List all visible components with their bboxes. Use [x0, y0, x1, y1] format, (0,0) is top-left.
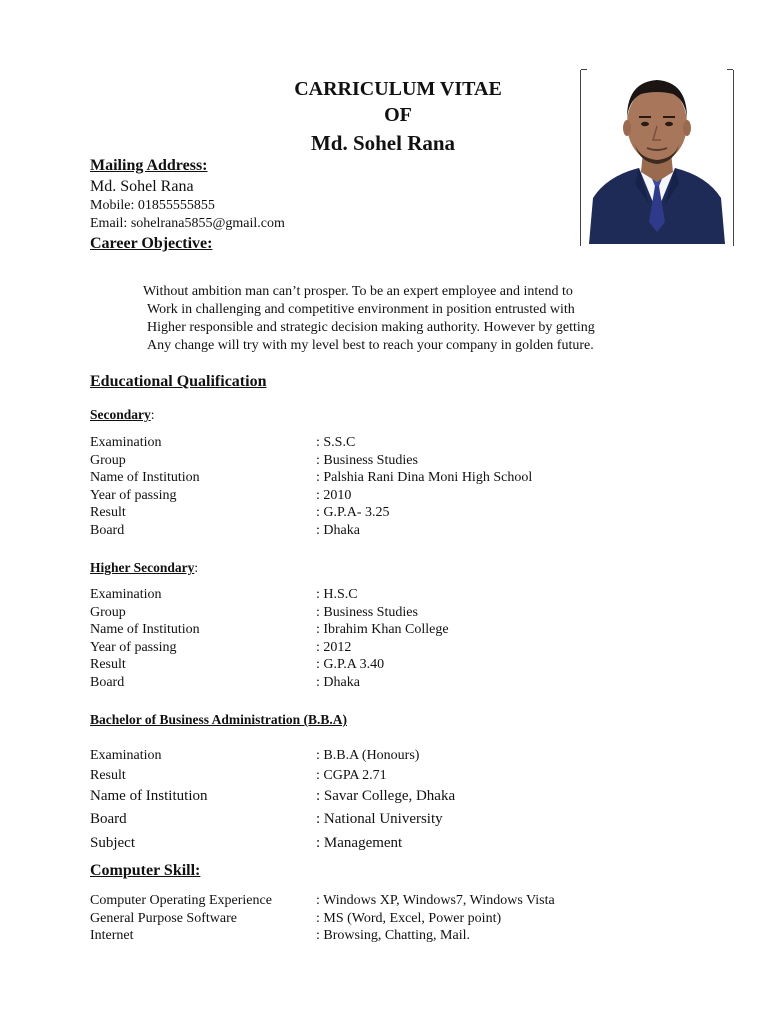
table-row: [90, 487, 690, 505]
field-value: : 2012: [316, 639, 352, 655]
field-value: : Dhaka: [316, 522, 360, 538]
table-row: [90, 621, 690, 639]
field-value: : Palshia Rani Dina Moni High School: [316, 470, 533, 486]
field-label: Year of passing: [90, 639, 177, 655]
field-label: Result: [90, 767, 126, 783]
mailing-name: Md. Sohel Rana: [90, 178, 194, 195]
table-row: [90, 469, 690, 487]
table-row: [90, 910, 690, 928]
cv-title-of: OF: [384, 104, 412, 126]
table-row: [90, 808, 690, 832]
field-label: Result: [90, 505, 126, 521]
field-label: Computer Operating Experience: [90, 893, 272, 908]
field-value: : G.P.A 3.40: [316, 657, 385, 673]
bba-heading-label: Bachelor of Business Administration (B.B.A): [90, 712, 348, 727]
table-row: [90, 504, 690, 522]
field-value: : CGPA 2.71: [316, 767, 387, 783]
field-label: Examination: [90, 435, 162, 450]
field-value: : Savar College, Dhaka: [316, 787, 456, 804]
field-label: Result: [90, 657, 126, 673]
field-value: : G.P.A- 3.25: [316, 505, 390, 521]
table-row: [90, 656, 690, 674]
bba-table: [90, 745, 690, 855]
higher-secondary-heading-colon: :: [194, 560, 199, 575]
secondary-table: [90, 434, 690, 540]
field-label: Group: [90, 452, 126, 468]
objective-line: Work in challenging and competitive environment in position entrusted with: [147, 302, 575, 317]
table-row: [90, 927, 690, 945]
field-value: : National University: [316, 811, 443, 827]
field-value: : 2010: [316, 487, 352, 503]
field-value: : Browsing, Chatting, Mail.: [316, 928, 470, 944]
table-row: [90, 452, 690, 470]
portrait-photo-icon: [587, 72, 727, 244]
education-heading: Educational Qualification: [90, 373, 267, 390]
profile-photo: [580, 70, 734, 246]
field-label: Group: [90, 604, 126, 620]
field-label: General Purpose Software: [90, 910, 237, 926]
field-label: Board: [90, 674, 125, 690]
bba-heading: [90, 712, 347, 728]
field-value: : S.S.C: [316, 435, 356, 450]
field-label: Name of Institution: [90, 470, 200, 486]
mailing-address-heading: Mailing Address:: [90, 157, 208, 174]
table-row: [90, 674, 690, 692]
cv-owner-name: Md. Sohel Rana: [310, 131, 456, 155]
email-address: Email: sohelrana5855@gmail.com: [90, 216, 285, 231]
secondary-heading: [90, 407, 155, 423]
higher-secondary-heading: [90, 560, 198, 576]
career-objective-text: [143, 283, 595, 355]
secondary-heading-colon: :: [150, 407, 155, 422]
table-row: [90, 604, 690, 622]
field-value: : Ibrahim Khan College: [316, 622, 449, 638]
field-label: Year of passing: [90, 487, 177, 503]
field-value: : H.S.C: [316, 587, 358, 602]
field-label: Name of Institution: [90, 787, 208, 804]
field-label: Board: [90, 811, 127, 827]
field-label: Examination: [90, 748, 162, 763]
higher-secondary-table: [90, 586, 690, 692]
field-label: Internet: [90, 928, 134, 944]
table-row: [90, 586, 690, 604]
cv-title: CARRICULUM VITAE: [294, 78, 502, 100]
field-label: Board: [90, 522, 125, 538]
field-value: : Dhaka: [316, 674, 360, 690]
field-value: : Business Studies: [316, 452, 418, 468]
field-label: Subject: [90, 834, 135, 851]
table-row: [90, 892, 690, 910]
higher-secondary-heading-label: Higher Secondary: [90, 560, 195, 575]
table-row: [90, 832, 690, 856]
objective-line: Without ambition man can’t prosper. To be an expert employee and intend to: [143, 284, 573, 299]
secondary-heading-label: Secondary: [90, 407, 151, 422]
field-value: : B.B.A (Honours): [316, 748, 420, 763]
table-row: [90, 522, 690, 540]
table-row: [90, 767, 690, 785]
mobile-number: Mobile: 01855555855: [90, 198, 215, 213]
table-row: [90, 785, 690, 809]
objective-line: Any change will try with my level best to reach your company in golden future.: [147, 338, 594, 353]
computer-skill-heading: Computer Skill:: [90, 862, 201, 879]
table-row: [90, 639, 690, 657]
field-value: : Business Studies: [316, 604, 418, 620]
field-value: : Windows XP, Windows7, Windows Vista: [316, 893, 555, 908]
field-value: : Management: [316, 834, 403, 851]
field-value: : MS (Word, Excel, Power point): [316, 910, 502, 926]
computer-skill-table: [90, 892, 690, 945]
field-label: Name of Institution: [90, 622, 200, 638]
table-row: [90, 434, 690, 452]
field-label: Examination: [90, 587, 162, 602]
career-objective-heading: Career Objective:: [90, 235, 213, 252]
objective-line: Higher responsible and strategic decision making authority. However by getting: [147, 320, 595, 335]
table-row: [90, 745, 690, 767]
